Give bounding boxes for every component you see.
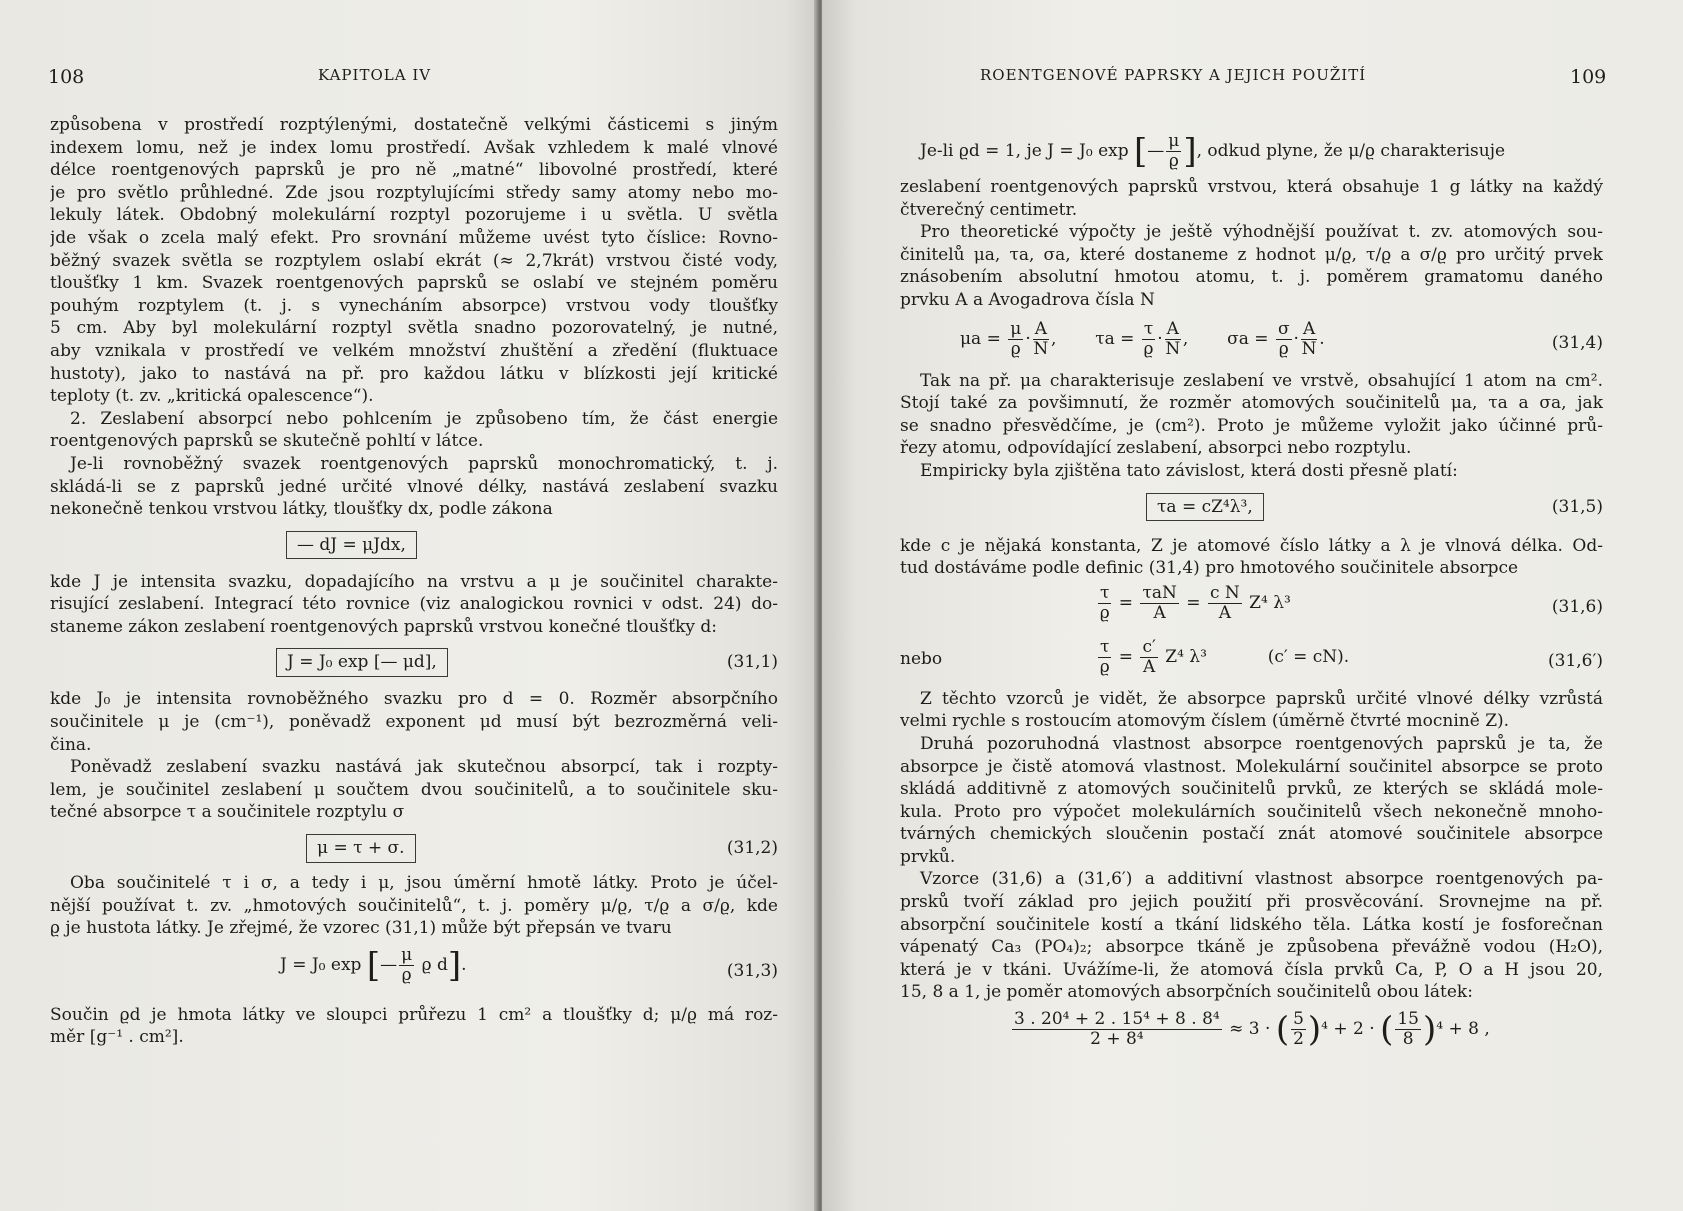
right-body-text — [900, 132, 1603, 1064]
paragraph: kde J₀ je intensita rovnoběžného svazku pro d = 0. Rozměr absorpčního součinitele μ je (cm⁻¹), poněvadž exponent μd musí být bezrozměrná veli- čina. — [50, 689, 778, 755]
equation-box: τa = cZ⁴λ³, — [1146, 493, 1264, 522]
paragraph: Druhá pozoruhodná vlastnost absorpce roentgenových paprsků je ta, že absorpce je čistě atomová vlastnost. Molekulární součinitel absorpce se proto skládá additivně z atomových součinitelů prvků, ze kterých se skládá mole- kula. Proto pro výpočet molekulárních součinitelů všech nekonečně mnoho- tvárných chemických sloučenin postačí znát atomové součinitele absorpce prvků. — [900, 733, 1603, 867]
paragraph: 2. Zeslabení absorpcí nebo pohlcením je způsobeno tím, že část energie roentgenových paprsků se skutečně pohltí v látce. — [50, 408, 778, 452]
equation-31-3: J = J₀ exp [— $\frac{\mu}{ϱ}$ ϱ d]. (31,3) — [280, 944, 778, 986]
left-page-number: 108 — [48, 66, 85, 88]
equation-number: (31,6′) — [1548, 650, 1603, 671]
equation-31-5 — [900, 483, 1603, 535]
paragraph: Tak na př. μa charakterisuje zeslabení ve vrstvě, obsahující 1 atom na cm². Stojí také za povšimnutí, že rozměr atomových součinitelů μa, τa a σa, jak se snadno přesvědčíme, je (cm²). Proto je můžeme vyložit jako účinné prů- řezy atomu, odpovídající zeslabení, absorpci nebo rozptylu. — [900, 370, 1603, 459]
equation-box: μ = τ + σ. — [306, 834, 416, 863]
paragraph: kde c je nějaká konstanta, Z je atomové číslo látky a λ je vlnová délka. Od- tud dostáváme podle definic (31,4) pro hmotového součinitele absorpce — [900, 535, 1603, 579]
right-running-header: ROENTGENOVÉ PAPRSKY A JEJICH POUŽITÍ — [980, 66, 1367, 84]
paragraph: Součin ϱd je hmota látky ve sloupci průřezu 1 cm² a tloušťky d; μ/ϱ má roz- měr [g⁻¹ . cm²]. — [50, 1004, 778, 1048]
equation-31-6: $\frac{\tau}{ϱ}$ = $\frac{\text{τaN}}{A}$ = $\frac{\text{c N}}{A}$ Z⁴ λ³ (31,6) — [1099, 582, 1603, 623]
equation-31-2 — [50, 824, 778, 872]
equation-number: (31,4) — [1551, 332, 1603, 353]
equation-number: (31,3) — [726, 960, 778, 981]
paragraph: Z těchto vzorců je vidět, že absorpce paprsků určité vlnové délky vzrůstá velmi rychle s rostoucím atomovým číslem (úměrně čtvrté mocnině Z). — [900, 688, 1603, 732]
paragraph: Vzorce (31,6) a (31,6′) a additivní vlastnost absorpce roentgenových pa- prsků tvoří základ pro jejich použití při prosvěcování. Srovnejme na př. absorpční součinitele kostí a tkání lidského těla. Látka kostí je fosforečnan vápenatý Ca₃ (PO₄)₂; absorpce tkáně je způsobena převážně vodou (H₂O), která je v tkáni. Uvážíme-li, že atomová čísla prvků Ca, P, O a H jsou 20, 15, 8 a 1, je poměr atomových absorpčních součinitelů obou látek: — [900, 869, 1603, 1003]
left-running-header: KAPITOLA IV — [318, 66, 432, 84]
equation-number: (31,1) — [726, 652, 778, 673]
paragraph: Poněvadž zeslabení svazku nastává jak skutečnou absorpcí, tak i rozpty- lem, je součinitel zeslabení μ součtem dvou součinitelů, a to součinitele sku- tečné absorpce τ a součinitele rozptylu σ — [50, 757, 778, 823]
paragraph: kde J je intensita svazku, dopadajícího na vrstvu a μ je součinitel charakte- risující zeslabení. Integrací této rovnice (viz analogickou rovnici v odst. 24) do- staneme zákon zeslabení roentgenových paprsků vrstvou konečné tloušťky d: — [50, 571, 778, 637]
paragraph: Empiricky byla zjištěna tato závislost, která dosti přesně platí: — [920, 460, 1458, 481]
equation-number: (31,2) — [726, 838, 778, 859]
paragraph: Oba součinitelé τ i σ, a tedy i μ, jsou úměrní hmotě látky. Proto je účel- nější používat t. zv. „hmotových součinitelů“, t. j. poměry μ/ϱ, τ/ϱ a σ/ϱ, kde ϱ je hustota látky. Je zřejmé, že vzorec (31,1) může být přepsán ve tvaru — [50, 873, 778, 939]
equation-31-1 — [50, 638, 778, 688]
equation-number: (31,6) — [1551, 596, 1603, 617]
equation-31-6-prime: nebo $\frac{\tau}{ϱ}$ = $\frac{c'}{A}$ Z⁴ λ³ (c′ = cN). (31,6′) — [900, 636, 1603, 677]
right-page-number: 109 — [1570, 66, 1607, 88]
paragraph: zeslabení roentgenových paprsků vrstvou, která obsahuje 1 g látky na každý čtverečný centimetr. — [900, 177, 1603, 220]
left-page — [0, 0, 818, 1211]
equation-ratio: $\frac{\text{3 . 20⁴ + 2 . 15⁴ + 8 . 8⁴}}{\text{2 + 8⁴}}$ ≈ 3 · ( $\frac{5}{2}$ )⁴ + 2 · ( $\frac{15}{8}$ )⁴ + 8 , — [1014, 1009, 1490, 1050]
paragraph: Je-li rovnoběžný svazek roentgenových paprsků monochromatický, t. j. skládá-li se z paprsků jedné určité vlnové délky, nastává zeslabení svazku nekonečně tenkou vrstvou látky, tloušťky dx, podle zákona — [50, 453, 778, 520]
equation-box: J = J₀ exp [— μd], — [276, 648, 448, 677]
paragraph-first-line: Je-li ϱd = 1, je J = J₀ exp [— $\frac{\mu}{ϱ}$ ], odkud plyne, že μ/ϱ charakterisuje — [920, 131, 1506, 172]
equation-31-4: μa = $\frac{\mu}{ϱ}$ · $\frac{A}{N}$ , τa = $\frac{\tau}{ϱ}$ · $\frac{A}{N}$ , σa = $\frac{\sigma}{ϱ}$ · $\frac{A}{N}$ . (31,4) — [960, 318, 1603, 359]
paragraph: Pro theoretické výpočty je ještě výhodnější používat t. zv. atomových sou- činitelů μa, τa, σa, které dostaneme z hodnot μ/ϱ, τ/ϱ a σ/ϱ pro určitý prvek znásobením absolutní hmotou atomu, t. j. poměrem gramatomu daného prvku A a Avogadrova čísla N — [900, 222, 1603, 310]
equation — [50, 521, 778, 571]
left-body-text — [50, 114, 778, 1049]
equation-number: (31,5) — [1551, 496, 1603, 517]
equation-box: — dJ = μJdx, — [286, 531, 417, 560]
paragraph: způsobena v prostředí rozptýlenými, dostatečně velkými částicemi s jiným indexem lomu, než je index lomu prostředí. Avšak vzhledem k malé vlnové délce roentgenových paprsků je pro ně „matné“ libovolné prostředí, které je pro světlo průhledné. Zde jsou rozptylujícími středy samy atomy nebo mo- lekuly látek. Obdobný molekulární rozptyl pozorujeme i u světla. U světla jde však o zcela malý efekt. Pro srovnání můžeme uvést tyto číslice: Rovno- běžný svazek světla se rozptylem oslabí ekrát (≈ 2,7krát) vrstvou čisté vody, tloušťky 1 km. Svazek roentgenových paprsků se oslabí ve stejném poměru pouhým rozptylem (t. j. s vynecháním absorpce) vrstvou vody tloušťky 5 cm. Aby byl molekulární rozptyl světla snadno pozorovatelný, je nutné, aby vznikala v prostředí ve velkém množství zhuštění a zředění (fluktuace hustoty), jako to nastává na př. pro každou látku v blízkosti její kritické teploty (t. zv. „kritická opalescence“). — [50, 115, 778, 407]
